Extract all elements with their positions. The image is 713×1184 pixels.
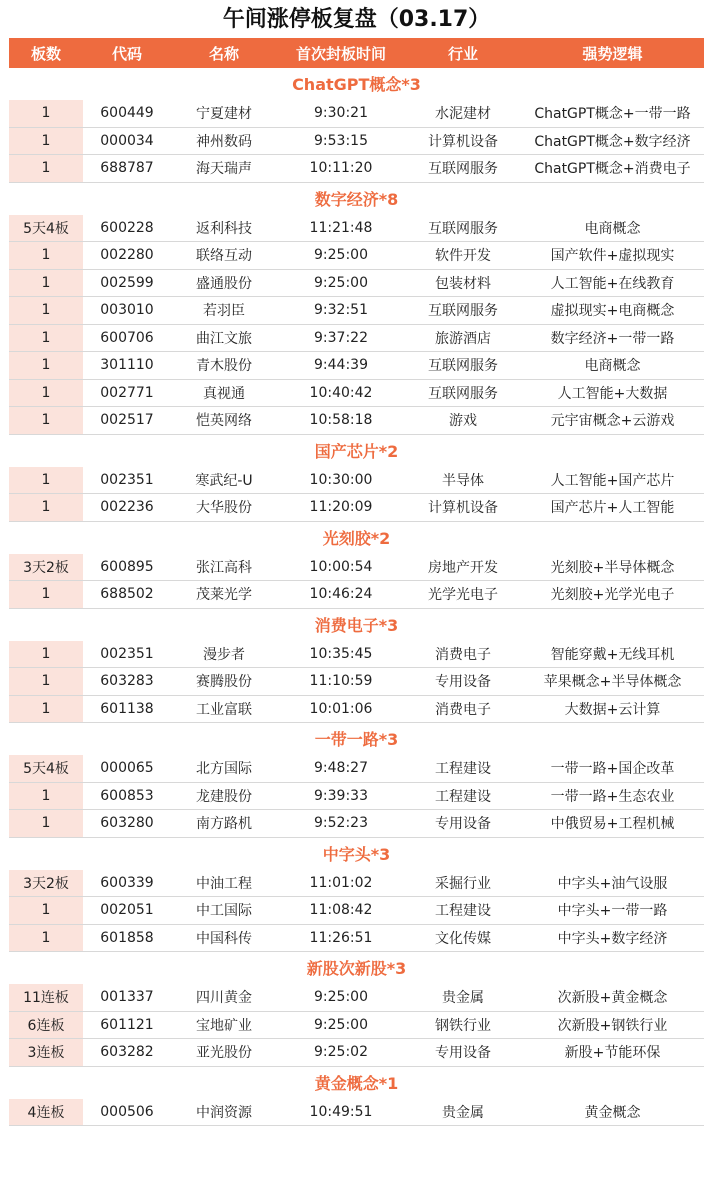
logic-cell: 国产芯片+人工智能 [550, 500, 675, 517]
code-cell: 301110 [100, 357, 154, 374]
table-row [9, 297, 704, 325]
board-count-cell: 1 [9, 407, 83, 434]
logic-cell: 一带一路+生态农业 [550, 788, 675, 805]
header-first-seal-time: 首次封板时间 [295, 44, 386, 63]
name-cell: 四川黄金 [196, 990, 252, 1007]
board-count-cell: 1 [9, 494, 83, 521]
first-seal-time-cell: 9:44:39 [314, 357, 368, 374]
logic-cell: 新股+节能环保 [564, 1045, 661, 1062]
section-title: 光刻胶*2 [322, 528, 391, 548]
code-cell: 001337 [100, 989, 154, 1006]
header-code: 代码 [111, 44, 142, 63]
first-seal-time-cell: 11:20:09 [309, 499, 373, 516]
code-cell: 600339 [100, 874, 154, 891]
section-title: 消费电子*3 [314, 615, 399, 635]
table-row [9, 925, 704, 953]
table-row [9, 755, 704, 783]
logic-cell: 国产软件+虚拟现实 [550, 248, 675, 265]
industry-cell: 半导体 [442, 472, 484, 489]
code-cell: 002280 [100, 247, 154, 264]
code-cell: 000034 [100, 132, 154, 149]
name-cell: 张江高科 [196, 559, 252, 576]
industry-cell: 房地产开发 [428, 559, 498, 576]
logic-cell: 次新股+钢铁行业 [557, 1017, 668, 1034]
industry-cell: 消费电子 [435, 701, 491, 718]
name-cell: 中润资源 [196, 1104, 252, 1121]
name-cell: 中油工程 [196, 875, 252, 892]
table-row [9, 783, 704, 811]
first-seal-time-cell: 11:10:59 [309, 673, 373, 690]
code-cell: 600706 [100, 329, 154, 346]
name-cell: 亚光股份 [196, 1045, 252, 1062]
first-seal-time-cell: 11:01:02 [309, 874, 373, 891]
industry-cell: 贵金属 [442, 990, 484, 1007]
name-cell: 赛腾股份 [196, 674, 252, 691]
name-cell: 茂莱光学 [196, 587, 252, 604]
table-row [9, 554, 704, 582]
table-row [9, 215, 704, 243]
board-count-cell: 1 [9, 380, 83, 407]
board-count-cell: 1 [9, 297, 83, 324]
board-count-cell: 1 [9, 581, 83, 608]
board-count-cell: 3天2板 [9, 554, 83, 581]
first-seal-time-cell: 9:25:00 [314, 989, 368, 1006]
board-count-cell: 6连板 [9, 1012, 83, 1039]
table-row [9, 242, 704, 270]
logic-cell: ChatGPT概念+数字经济 [534, 133, 691, 150]
board-count-cell: 4连板 [9, 1099, 83, 1126]
table-row [9, 467, 704, 495]
industry-cell: 专用设备 [435, 674, 491, 691]
industry-cell: 文化传媒 [435, 930, 491, 947]
logic-cell: 电商概念 [584, 358, 641, 375]
industry-cell: 互联网服务 [428, 358, 498, 375]
logic-cell: 光刻胶+光学光电子 [550, 587, 675, 604]
table-row [9, 128, 704, 156]
section-title: 中字头*3 [322, 844, 391, 864]
board-count-cell: 1 [9, 242, 83, 269]
table-row [9, 810, 704, 838]
table-row [9, 984, 704, 1012]
logic-cell: 大数据+云计算 [564, 701, 661, 718]
table-row [9, 668, 704, 696]
code-cell: 002517 [100, 412, 154, 429]
code-cell: 688787 [100, 160, 154, 177]
name-cell: 宁夏建材 [196, 106, 252, 123]
name-cell: 北方国际 [196, 761, 252, 778]
code-cell: 600449 [100, 105, 154, 122]
section-title: 一带一路*3 [314, 730, 399, 749]
board-count-cell: 1 [9, 270, 83, 297]
first-seal-time-cell: 9:25:00 [314, 1016, 368, 1033]
logic-cell: 一带一路+国企改革 [550, 761, 675, 778]
table-row [9, 581, 704, 609]
first-seal-time-cell: 9:52:23 [314, 815, 368, 832]
code-cell: 600228 [100, 219, 154, 236]
logic-cell: 次新股+黄金概念 [557, 990, 668, 1007]
logic-cell: 人工智能+大数据 [557, 385, 668, 402]
industry-cell: 计算机设备 [428, 500, 498, 517]
table-row [9, 352, 704, 380]
industry-cell: 专用设备 [435, 816, 491, 833]
board-count-cell: 1 [9, 352, 83, 379]
name-cell: 南方路机 [196, 816, 252, 833]
table-row [9, 494, 704, 522]
industry-cell: 水泥建材 [435, 106, 491, 123]
name-cell: 寒武纪-U [195, 472, 253, 489]
code-cell: 002599 [100, 274, 154, 291]
name-cell: 中国科传 [196, 930, 252, 947]
first-seal-time-cell: 9:32:51 [314, 302, 368, 319]
board-count-cell: 1 [9, 325, 83, 352]
board-count-cell: 1 [9, 810, 83, 837]
industry-cell: 消费电子 [435, 646, 491, 663]
name-cell: 盛通股份 [196, 275, 252, 292]
board-count-cell: 5天4板 [9, 215, 83, 242]
logic-cell: 人工智能+国产芯片 [550, 472, 675, 489]
code-cell: 002351 [100, 645, 154, 662]
first-seal-time-cell: 10:58:18 [309, 412, 373, 429]
logic-cell: 虚拟现实+电商概念 [550, 303, 675, 320]
first-seal-time-cell: 11:21:48 [309, 219, 373, 236]
name-cell: 神州数码 [196, 133, 252, 150]
board-count-cell: 3天2板 [9, 870, 83, 897]
first-seal-time-cell: 10:30:00 [309, 471, 373, 488]
table-row [9, 696, 704, 724]
first-seal-time-cell: 10:11:20 [309, 160, 373, 177]
name-cell: 恺英网络 [196, 413, 252, 430]
table-row [9, 870, 704, 898]
board-count-cell: 1 [9, 668, 83, 695]
name-cell: 工业富联 [196, 701, 252, 718]
table-row [9, 325, 704, 353]
table-body [0, 68, 713, 1126]
page-title: 午间涨停板复盘（03.17） [222, 7, 491, 32]
name-cell: 漫步者 [203, 646, 245, 663]
section-title: ChatGPT概念*3 [292, 75, 421, 94]
header-industry: 行业 [447, 44, 478, 63]
logic-cell: 中字头+一带一路 [557, 903, 668, 920]
name-cell: 真视通 [203, 385, 245, 402]
code-cell: 600895 [100, 558, 154, 575]
industry-cell: 旅游酒店 [435, 330, 491, 347]
logic-cell: 中俄贸易+工程机械 [550, 816, 675, 833]
logic-cell: 智能穿戴+无线耳机 [550, 646, 675, 663]
code-cell: 601858 [100, 929, 154, 946]
name-cell: 返利科技 [196, 220, 252, 237]
name-cell: 宝地矿业 [196, 1017, 252, 1034]
logic-cell: 数字经济+一带一路 [550, 330, 675, 347]
table-header [9, 38, 704, 68]
code-cell: 603282 [100, 1044, 154, 1061]
board-count-cell: 1 [9, 467, 83, 494]
first-seal-time-cell: 10:46:24 [309, 586, 373, 603]
name-cell: 若羽臣 [203, 303, 245, 320]
industry-cell: 光学光电子 [428, 587, 498, 604]
industry-cell: 互联网服务 [428, 303, 498, 320]
logic-cell: 元宇宙概念+云游戏 [550, 413, 675, 430]
table-row [9, 897, 704, 925]
logic-cell: 中字头+油气设服 [557, 875, 668, 892]
code-cell: 600853 [100, 787, 154, 804]
header-name: 名称 [208, 44, 239, 63]
board-count-cell: 1 [9, 925, 83, 952]
table-row [9, 270, 704, 298]
header-board-count: 板数 [30, 44, 61, 63]
logic-cell: 人工智能+在线教育 [550, 275, 675, 292]
section-title: 新股次新股*3 [306, 959, 407, 978]
board-count-cell: 1 [9, 641, 83, 668]
first-seal-time-cell: 10:00:54 [309, 558, 373, 575]
industry-cell: 计算机设备 [428, 133, 498, 150]
first-seal-time-cell: 10:35:45 [309, 645, 373, 662]
table-row [9, 1099, 704, 1127]
first-seal-time-cell: 10:40:42 [309, 384, 373, 401]
board-count-cell: 5天4板 [9, 755, 83, 782]
first-seal-time-cell: 9:25:00 [314, 274, 368, 291]
header-logic: 强势逻辑 [582, 44, 643, 63]
table-row [9, 1039, 704, 1067]
name-cell: 海天瑞声 [196, 161, 252, 178]
code-cell: 601121 [100, 1016, 154, 1033]
code-cell: 003010 [100, 302, 154, 319]
code-cell: 688502 [100, 586, 154, 603]
logic-cell: 中字头+数字经济 [557, 930, 668, 947]
board-count-cell: 3连板 [9, 1039, 83, 1066]
section-title: 国产芯片*2 [314, 441, 399, 461]
logic-cell: ChatGPT概念+一带一路 [534, 106, 691, 123]
name-cell: 曲江文旅 [196, 330, 252, 347]
board-count-cell: 1 [9, 783, 83, 810]
code-cell: 002236 [100, 499, 154, 516]
section-title: 数字经济*8 [314, 189, 399, 209]
name-cell: 中工国际 [196, 903, 252, 920]
board-count-cell: 1 [9, 155, 83, 182]
first-seal-time-cell: 9:48:27 [314, 760, 368, 777]
table-row [9, 1012, 704, 1040]
industry-cell: 工程建设 [435, 761, 491, 778]
first-seal-time-cell: 10:49:51 [309, 1103, 373, 1120]
board-count-cell: 11连板 [9, 984, 83, 1011]
name-cell: 联络互动 [196, 248, 252, 265]
industry-cell: 软件开发 [435, 248, 491, 265]
industry-cell: 贵金属 [442, 1104, 484, 1121]
name-cell: 龙建股份 [196, 788, 252, 805]
first-seal-time-cell: 11:26:51 [309, 929, 373, 946]
board-count-cell: 1 [9, 100, 83, 127]
code-cell: 002051 [100, 902, 154, 919]
name-cell: 大华股份 [196, 500, 252, 517]
first-seal-time-cell: 9:25:02 [314, 1044, 368, 1061]
first-seal-time-cell: 9:37:22 [314, 329, 368, 346]
code-cell: 000065 [100, 760, 154, 777]
board-count-cell: 1 [9, 897, 83, 924]
code-cell: 002351 [100, 471, 154, 488]
section-title: 黄金概念*1 [314, 1073, 399, 1093]
industry-cell: 工程建设 [435, 788, 491, 805]
industry-cell: 专用设备 [435, 1045, 491, 1062]
industry-cell: 包装材料 [435, 275, 491, 292]
table-row [9, 380, 704, 408]
first-seal-time-cell: 10:01:06 [309, 700, 373, 717]
table-row [9, 641, 704, 669]
logic-cell: 黄金概念 [584, 1104, 641, 1121]
logic-cell: ChatGPT概念+消费电子 [534, 161, 691, 178]
first-seal-time-cell: 9:53:15 [314, 132, 368, 149]
first-seal-time-cell: 9:30:21 [314, 105, 368, 122]
industry-cell: 工程建设 [435, 903, 491, 920]
logic-cell: 光刻胶+半导体概念 [550, 559, 675, 576]
industry-cell: 采掘行业 [435, 875, 491, 892]
industry-cell: 互联网服务 [428, 161, 498, 178]
code-cell: 000506 [100, 1103, 154, 1120]
code-cell: 603283 [100, 673, 154, 690]
board-count-cell: 1 [9, 696, 83, 723]
industry-cell: 游戏 [449, 413, 477, 430]
board-count-cell: 1 [9, 128, 83, 155]
industry-cell: 互联网服务 [428, 385, 498, 402]
code-cell: 603280 [100, 815, 154, 832]
industry-cell: 钢铁行业 [435, 1017, 491, 1034]
name-cell: 青木股份 [196, 358, 252, 375]
first-seal-time-cell: 9:25:00 [314, 247, 368, 264]
table-row [9, 155, 704, 183]
first-seal-time-cell: 9:39:33 [314, 787, 368, 804]
code-cell: 002771 [100, 384, 154, 401]
code-cell: 601138 [100, 700, 154, 717]
logic-cell: 电商概念 [584, 220, 641, 237]
industry-cell: 互联网服务 [428, 220, 498, 237]
logic-cell: 苹果概念+半导体概念 [543, 674, 682, 691]
first-seal-time-cell: 11:08:42 [309, 902, 373, 919]
table-row [9, 407, 704, 435]
table-row [9, 100, 704, 128]
